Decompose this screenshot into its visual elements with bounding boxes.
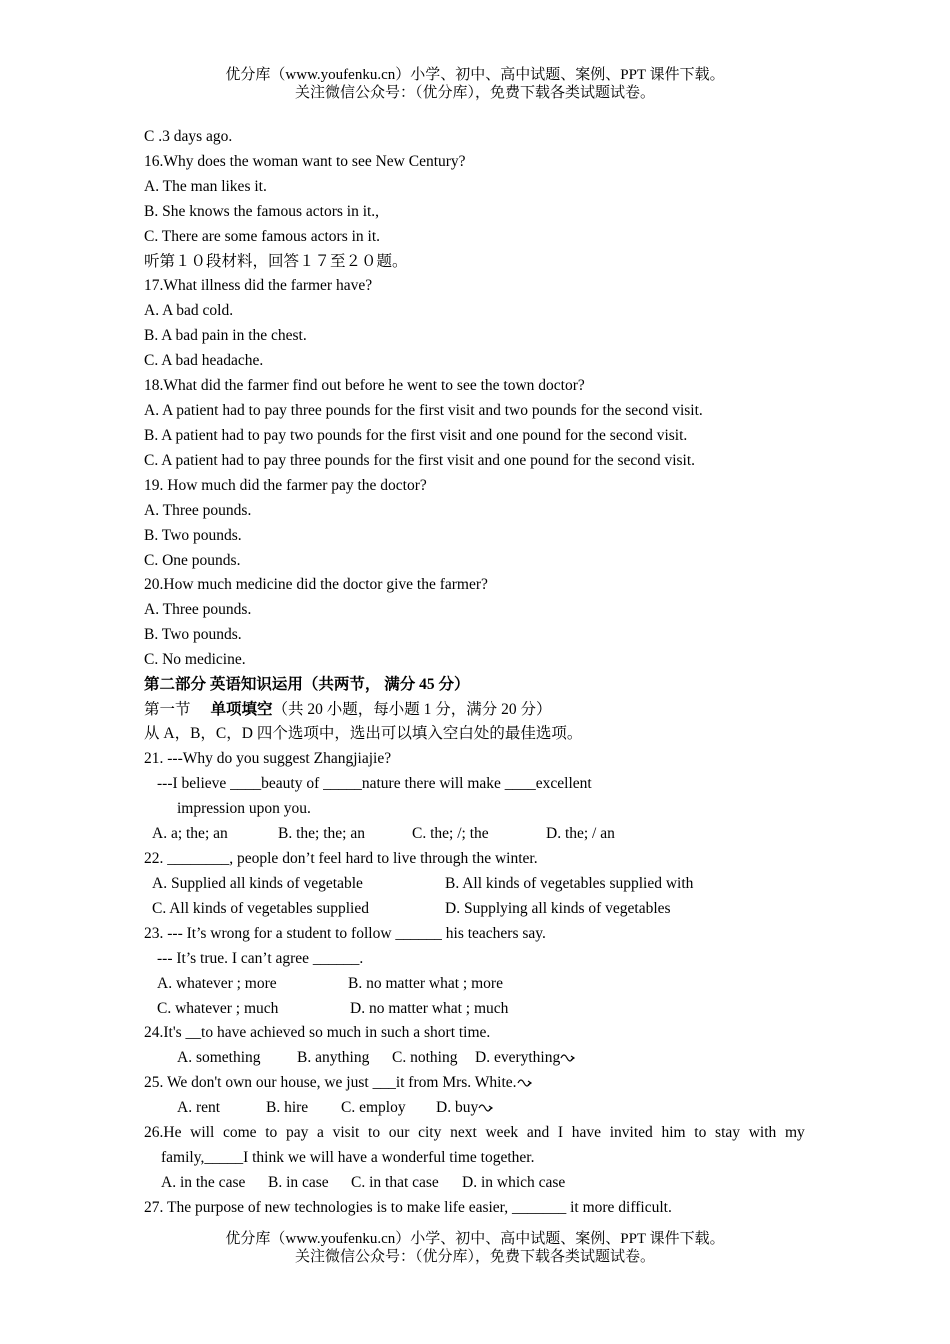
q21-line-3: impression upon you. [177,800,311,817]
q18-stem: 18.What did the farmer find out before he went to see the town doctor? [144,377,585,394]
q22-option-b: B. All kinds of vegetables supplied with [445,875,694,892]
section1-note: （共 20 小题，每小题 1 分，满分 20 分） [272,701,552,718]
q24-option-d: D. everything [475,1049,561,1066]
q26-stem-word: to [368,1124,381,1141]
q26-stem-word: 26.He [144,1124,182,1141]
q20-option-a: A. Three pounds. [144,601,252,618]
q25-stem-wrap [144,1073,533,1093]
q21-option-d: D. the; / an [546,825,615,842]
footer-line-2: 关注微信公众号：（优分库），免费下载各类试题试卷。 [294,1249,655,1265]
q26-option-c: C. in that case [351,1174,439,1191]
q18-option-a: A. A patient had to pay three pounds for the first visit and two pounds for the second visit. [144,402,703,419]
q22-option-d: D. Supplying all kinds of vegetables [445,900,671,917]
q16-stem: 16.Why does the woman want to see New Century? [144,153,466,170]
q23-option-b: B. no matter what ; more [348,975,503,992]
q26-stem-word: him [661,1124,686,1141]
q25-stem: 25. We don't own our house, we just ___it from Mrs. White. [144,1074,517,1091]
q23-option-d: D. no matter what ; much [350,1000,509,1017]
page-header [0,66,950,102]
q26-stem-word: to [694,1124,707,1141]
page-footer [0,1230,950,1266]
q25-option-d-wrap [436,1098,494,1118]
q26-stem-word: pay [285,1124,309,1141]
q19-option-b: B. Two pounds. [144,527,242,544]
squiggle-mark-icon [560,1049,576,1059]
section1-name: 单项填空 [210,701,273,718]
q26-stem-word: my [784,1124,805,1141]
q20-option-b: B. Two pounds. [144,626,242,643]
q26-line-2: family,_____I think we will have a wonderful time together. [161,1149,535,1166]
q25-option-a: A. rent [177,1099,221,1116]
q23-option-a: A. whatever ; more [157,975,277,992]
q26-stem-word: stay [715,1124,740,1141]
q26-stem-word: with [748,1124,777,1141]
q20-stem: 20.How much medicine did the doctor give the farmer? [144,576,488,593]
q19-stem: 19. How much did the farmer pay the doctor? [144,477,427,494]
q22-stem: 22. ________, people don’t feel hard to live through the winter. [144,850,538,867]
q22-option-a: A. Supplied all kinds of vegetable [152,875,363,892]
q22-option-c: C. All kinds of vegetables supplied [152,900,369,917]
q25-option-b: B. hire [266,1099,309,1116]
q18-option-c: C. A patient had to pay three pounds for the first visit and one pound for the second visit. [144,452,696,469]
q17-option-b: B. A bad pain in the chest. [144,327,307,344]
q26-stem-word: our [388,1124,410,1141]
q26-option-a: A. in the case [161,1174,246,1191]
q26-stem-word: city [418,1124,442,1141]
q15-option-c: C .3 days ago. [144,128,233,145]
q24-option-a: A. something [177,1049,261,1066]
q19-option-a: A. Three pounds. [144,502,252,519]
q21-line-2: ---I believe ____beauty of _____nature there will make ____excellent [157,775,592,792]
part2-title: 第二部分 英语知识运用（共两节， 满分 45 分） [144,676,470,693]
section1-label: 第一节 [144,701,191,718]
q19-option-c: C. One pounds. [144,552,241,569]
q26-option-b: B. in case [268,1174,329,1191]
q26-stem-word: week [485,1124,519,1141]
q17-option-c: C. A bad headache. [144,352,264,369]
q26-stem-word: and [526,1124,550,1141]
section1-instruction: 从 A，B，C，D 四个选项中，选出可以填入空白处的最佳选项。 [144,725,583,742]
q24-option-b: B. anything [297,1049,370,1066]
q17-stem: 17.What illness did the farmer have? [144,277,373,294]
squiggle-mark-icon [517,1074,533,1084]
q23-stem: 23. --- It’s wrong for a student to follow ______ his teachers say. [144,925,546,942]
q16-option-b: B. She knows the famous actors in it., [144,203,380,220]
section1-heading [144,700,552,720]
q26-stem-word: come [222,1124,257,1141]
header-line-2: 关注微信公众号：（优分库），免费下载各类试题试卷。 [294,85,655,101]
q24-option-d-wrap [475,1048,576,1068]
q26-stem-word: invited [609,1124,653,1141]
q26-stem-word: to [265,1124,278,1141]
q26-stem-word: a [317,1124,324,1141]
q26-option-d: D. in which case [462,1174,566,1191]
q27-stem: 27. The purpose of new technologies is to make life easier, _______ it more difficult. [144,1199,672,1216]
instruction-passage-10: 听第１０段材料，回答１７至２０题。 [144,253,408,270]
q21-option-a: A. a; the; an [152,825,228,842]
footer-line-1: 优分库（www.youfenku.cn）小学、初中、高中试题、案例、PPT 课件下载。 [225,1231,725,1247]
q26-stem-word: have [571,1124,602,1141]
q18-option-b: B. A patient had to pay two pounds for the first visit and one pound for the second visit. [144,427,688,444]
q21-option-b: B. the; the; an [278,825,365,842]
q20-option-c: C. No medicine. [144,651,246,668]
q26-stem-word: visit [332,1124,360,1141]
q26-stem-word: next [450,1124,477,1141]
q24-stem: 24.It's __to have achieved so much in such a short time. [144,1024,491,1041]
header-line-1: 优分库（www.youfenku.cn）小学、初中、高中试题、案例、PPT 课件下载。 [225,67,725,83]
q16-option-c: C. There are some famous actors in it. [144,228,381,245]
q26-stem [144,1123,805,1143]
q16-option-a: A. The man likes it. [144,178,267,195]
q17-option-a: A. A bad cold. [144,302,234,319]
q21-option-c: C. the; /; the [412,825,489,842]
q26-stem-word: will [190,1124,215,1141]
q25-option-d: D. buy [436,1099,479,1116]
q21-stem: 21. ---Why do you suggest Zhangjiajie? [144,750,392,767]
q25-option-c: C. employ [341,1099,406,1116]
q23-line-2: --- It’s true. I can’t agree ______. [157,950,364,967]
squiggle-mark-icon [478,1099,494,1109]
q23-option-c: C. whatever ; much [157,1000,279,1017]
q26-stem-word: I [557,1124,564,1141]
q24-option-c: C. nothing [392,1049,458,1066]
